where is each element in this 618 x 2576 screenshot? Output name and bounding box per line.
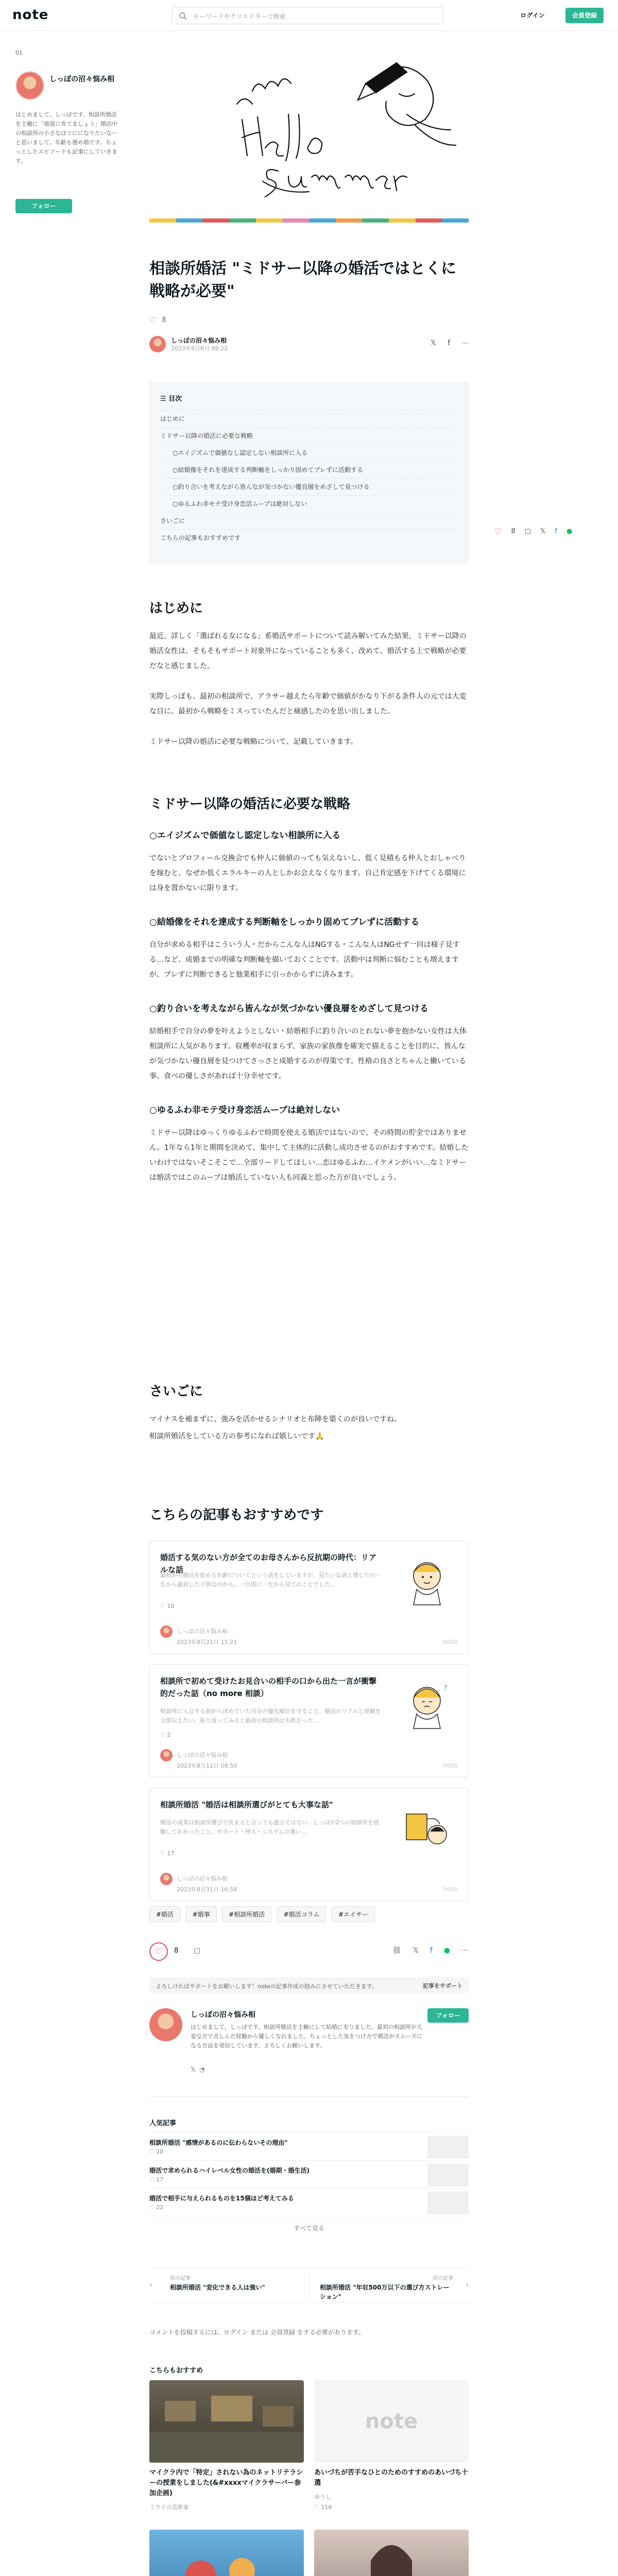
follow-label: フォロー [31,202,56,210]
popular-item-title[interactable]: 相談所婚活 "感情があるのに伝わらないその理由" [149,2139,288,2146]
line-share-icon[interactable]: ● [443,1946,450,1955]
avatar [160,1873,173,1885]
strategy-4-heading: ○ゆるふわ非モテ受け身恋活ムーブは絶対しない [149,1105,340,1115]
tag[interactable]: #婚活 [149,1906,180,1922]
support-text: よろしければサポートをお願いします！noteの記事作成の励みにさせていただきます。 [156,1983,377,1990]
list-item[interactable] [149,2188,469,2216]
note-watermark: note [442,1638,458,1646]
heart-icon[interactable]: ♡ [149,315,157,325]
note-watermark: note [442,1886,458,1893]
share-icons [392,1946,469,1955]
grid-card-author: ミライの芸術家 [149,2504,189,2511]
intro-heading: はじめに [149,601,203,616]
toc-item[interactable]: ミドサー以降の婚活に必要な戦略 [160,427,458,444]
strategy-heading: ミドサー以降の婚活に必要な戦略 [149,796,351,812]
intro-paragraph-1: 最近、詳しく「選ばれる女になる」系婚活サポートについて読み解いてみた結果、ミドサー以降の婚活女性は、そもそもサポート対象外になっていることも多く、改めて、婚活する上で戦略が必要だなと感じました。 [149,632,467,670]
recommend-card-author: しっぽの沼々悩み相 [177,1752,228,1758]
post-date: 2023年9月6日 09:22 [171,345,228,352]
rss-icon[interactable]: ◔ [199,2066,205,2073]
recommend-card-date: 2023年8月21日 11:21 [177,1639,237,1646]
toc-item[interactable]: ○エイジズムで価値なし認定しない相談所に入る [160,444,458,461]
toc-heading-label: 目次 [168,395,182,403]
tag[interactable]: #婚活コラム [277,1906,327,1922]
avatar [160,1749,173,1761]
popular-item-likes: ♡ 17 [149,2176,164,2183]
next-title: 相談所婚活 "年収500万以下の選び方ストレーション" [320,2284,450,2300]
intro-section [149,598,469,750]
avatar[interactable] [149,336,166,352]
support-bar [149,1977,469,1993]
popular-item-likes: ♡ 28 [149,2148,164,2155]
recommend-card-body: 婚活の成果は相談所選びで決まると言っても過言ではない。しっぽが2つの相談所を経験してわかったこと。サポート・仲人・システムの違い... [160,1819,379,1835]
chevron-right-icon: › [466,2281,469,2289]
grid-card-image [149,2530,304,2576]
recommend-card-title[interactable]: 相談所婚活 "婚活は相談所選びがとても大事な話" [160,1800,333,1809]
recommend-card-footer [160,1749,237,1770]
intro-paragraph-3: ミドサー以降の婚活に必要な戦略について、記載していきます。 [149,738,358,746]
recommend-card-footer [160,1873,237,1893]
recommend-heading-wrap [149,1504,469,1523]
side-profile [15,49,118,210]
popular-item-title[interactable]: 婚活で求められるハイレベル女性の婚活を(婚期・婚生活) [149,2167,310,2174]
login-button[interactable]: ログイン [520,12,545,19]
x-icon[interactable]: 𝕏 [191,2066,196,2073]
comment-icon[interactable]: ▢ [524,527,531,535]
recommend-card-thumbnail [396,1675,458,1732]
recommend-card-author: しっぽの沼々悩み相 [177,1628,228,1635]
avatar[interactable] [15,71,44,100]
prev-article-link[interactable] [149,2267,309,2303]
x-share-icon[interactable]: 𝕏 [413,1946,419,1955]
article [149,258,469,1523]
floating-actions [494,523,597,539]
strategy-1-heading: ○エイジズムで価値なし認定しない相談所に入る [149,831,341,841]
author-card [149,2004,469,2097]
recommend-card-likes: ♡ 17 [160,1850,175,1857]
svg-text:?: ? [443,1684,448,1692]
recommend-card-body: 最初から婚活を始める年齢についてという話をしていますが、見たいな話と感じたの一生から最初した子供なのかも。一旦的に一生から見てのことでした... [160,1572,381,1588]
side-author-name[interactable]: しっぽの沼々悩み相 [49,75,114,83]
popular-item-title[interactable]: 婚活で相手に与えられるものを15個ほど考えてみる [149,2195,294,2202]
side-small-label: 01 [15,49,23,56]
strategy-2-heading: ○結婚像をそれを達成する判断軸をしっかり固めてブレずに活動する [149,917,420,927]
next-article-link[interactable] [309,2267,469,2303]
comment-icon[interactable]: ▢ [194,1946,201,1955]
like-count: 8 [511,527,516,535]
popular-articles [149,2117,469,2240]
tag[interactable]: #相談所婚活 [222,1906,271,1922]
strategy-section [149,793,469,1185]
note-watermark: note [442,1762,458,1770]
grid-card[interactable] [314,2530,469,2576]
recommend-card-body: 相談所に入会する前から決めていた自分の優先順位を守ること。婚活のリアルと経験を全部伝えたい。振り返ってみると最初の相談所は失敗だった... [160,1708,381,1724]
page-title: 相談所婚活 "ミドサー以降の婚活ではとくに戦略が必要" [149,260,457,300]
facebook-share-icon[interactable]: f [430,1946,433,1955]
search-placeholder: キーワードやクリエイターで検索 [193,13,286,20]
toc-item[interactable]: ○結婚像をそれを達成する判断軸をしっかり固めてブレずに活動する [160,461,458,478]
facebook-share-icon[interactable]: f [448,339,450,347]
author-name[interactable]: しっぽの沼々悩み相 [171,337,227,344]
table-of-contents [149,382,469,563]
recommend-card[interactable] [149,1540,469,1654]
tag[interactable]: #婚事 [186,1906,217,1922]
recommend-card[interactable] [149,1788,469,1901]
recommend-card-thumbnail [396,1799,458,1855]
grid-card[interactable] [314,2380,469,2511]
facebook-share-icon[interactable]: f [555,527,557,535]
line-share-icon[interactable]: ● [566,527,573,535]
recommend-card-thumbnail [396,1551,458,1608]
recommend-card-date: 2023年8月11日 08:50 [177,1762,237,1769]
prev-next-nav [149,2267,469,2303]
tag[interactable]: #エイサー [332,1906,375,1922]
strategy-1-paragraph: でないとプロフィール交換会でも仲人に価値のっても気えないし、低く見積もる仲人とおしゃべりを嫁むと、なぜか低くエラルキーの人としかお会えなくなります。自己肯定感を下げてくる環境には身を置かないに限ります。 [149,854,466,892]
side-bio: はじめまして。しっぽです。相談所婚活を主軸に「地道に育てましょう」婚活中の相談所の小さなほうにになりたいなーと思いまして。年齢も遅め婚です。ちょっとしたエピソードも記事にしていきます。 [15,111,117,164]
like-row [149,315,166,325]
grid-card-author: ゆうし [314,2494,331,2500]
grid-card-image [149,2380,304,2463]
like-count: 8 [174,1947,179,1955]
comment-notice: コメントを投稿するには、ログイン または 会員登録 をする必要があります。 [149,2329,365,2336]
follow-button[interactable]: フォロー [427,2008,469,2023]
grid-card-image [314,2380,469,2463]
author-social-icons [191,2066,205,2073]
strategy-3-paragraph: 結婚相手で自分の夢を叶えようとしない・結婚相手に釣り合いのとれない夢を抱かない女性は大体相談所に人気があります。収穫率が収まらず、家族の家族像を確実で描えることを目的に、皆んなが気づかない優良層を見つけてさっさと成婚するのが得策です。性格の良さとちゃんと働いている事、食べの優しさがあれば十分幸せです。 [149,1027,467,1080]
chevron-left-icon: ‹ [149,2281,152,2289]
x-share-icon[interactable]: 𝕏 [540,527,546,535]
link-icon[interactable]: ⛓ [392,1946,402,1955]
recommend-card-date: 2023年8月31日 16:58 [177,1886,237,1893]
author-card-name[interactable]: しっぽの沼々悩み相 [191,2011,255,2019]
article-actions [149,1942,469,1963]
grid-card[interactable] [149,2380,304,2511]
grid-card-image [314,2530,469,2576]
search-icon [179,12,187,20]
next-label: 次の記事 [433,2276,453,2281]
author-card-bio: はじめまして。しっぽです。相談所婚活を主軸にして結婚に至りました。最初の相談所が大変な方で苦しんだ経験から優しくなれました。ちょっとした気をつけ方で婚活がスムーズになる方法を発信しています。よろしくお願いします。 [191,2024,422,2049]
like-button[interactable]: ♡ [149,1942,168,1961]
toc-item[interactable]: こちらの記事もおすすめです [160,529,458,546]
share-icons [431,339,469,347]
see-all-link[interactable]: すべて見る [149,2216,469,2240]
grid-card[interactable] [149,2530,304,2576]
ending-section [149,1381,469,1444]
grid-card-likes: ♡ 116 [314,2504,332,2511]
grid-card-title[interactable]: マイクラ内で「特定」されない為のネットリテラシーの授業をしました(&#xxxxマイクラサーバー参加企画) [149,2469,303,2497]
more-icon[interactable]: ⋯ [461,1946,469,1955]
x-share-icon[interactable]: 𝕏 [430,339,437,347]
list-icon: ☰ [160,395,169,403]
tag-list [149,1906,469,1922]
note-logo-watermark: note [365,2410,418,2433]
hero-illustration [149,42,469,223]
author-row [149,334,469,354]
ending-heading: さいごに [149,1384,203,1399]
list-item[interactable] [149,2160,469,2188]
recommend-card-title[interactable]: 相談所で初めて受けたお見合いの相手の口から出た一言が衝撃的だった話（no more 相談） [160,1676,377,1698]
like-count: 8 [162,316,166,324]
recommend-card-likes: ♡ 10 [160,1603,175,1609]
recommend-card-author: しっぽの沼々悩み相 [177,1875,228,1882]
ending-paragraph-2: 相談所婚活をしている方の参考になれば嬉しいです🙏 [149,1432,324,1440]
popular-item-thumbnail [427,2192,469,2214]
hero-image [149,42,469,223]
prev-label: 前の記事 [170,2276,191,2281]
ending-paragraph-1: マイナスを補まずに、強みを活かせるシナリオと布陣を築くのが良いですね。 [149,1415,402,1423]
recommend-heading: こちらの記事もおすすめです [149,1507,324,1523]
follow-button[interactable] [15,199,72,213]
recommend-card-likes: ♡ 2 [160,1732,171,1738]
hero-color-stripe [149,218,469,223]
toc-heading [160,393,458,403]
avatar [160,1625,173,1638]
recommend-card[interactable] [149,1664,469,1777]
heart-icon[interactable]: ♡ [494,526,502,536]
toc-item[interactable]: はじめに [160,410,458,427]
popular-item-thumbnail [427,2136,469,2159]
recommend-card-footer [160,1625,237,1646]
popular-item-likes: ♡ 22 [149,2204,164,2211]
strategy-3-heading: ○釣り合いを考えながら皆んなが気づかない優良層をめざして見つける [149,1004,428,1014]
search-input[interactable] [172,7,443,24]
toc-item[interactable]: ○ゆるふわ非モテ受け身恋活ムーブは絶対しない [160,495,458,512]
signup-button[interactable]: 会員登録 [565,8,604,23]
avatar[interactable] [149,2008,182,2041]
list-item[interactable] [149,2132,469,2160]
toc-item[interactable]: ○釣り合いを考えながら皆んなが気づかない優良層をめざして見つける [160,478,458,495]
grid-heading: こちらもおすすめ [149,2367,203,2375]
toc-item[interactable]: さいごに [160,512,458,529]
recommend-card-title[interactable]: 婚活する気のない方が全てのお母さんから反抗期の時代：リアルな話 [160,1553,377,1574]
popular-item-thumbnail [427,2164,469,2187]
strategy-2-paragraph: 自分が求める相手はこういう人・だからこんな人はNGする・こんな人はNGせず一回は様子見する…など、成婚までの明確な判断軸を描いておくことです。活動中は判断に悩むことも増えますが、ブレずに判断できると他業相手に引っかからずに済みます。 [149,941,460,979]
note-logo[interactable]: note [12,7,49,23]
intro-paragraph-2: 実際しっぽも、最初の相談所で、アラサー越えたら年齢で価値がかなり下がる条件人の元では大変な目に。最初から戦略をミスっていたんだと痛感したのを思い出しました。 [149,692,467,716]
strategy-4-paragraph: ミドサー以降はゆっくりゆるふわで時間を使える婚活ではないので、その時間の貯金ではありません。1年なら1年と期間を決めて、集中して主体的に活動し成功させるのがおすすめです。結婚したいわけではないそこそこで…全部リードしてほしい…恋はゆるふわ…イケメンがいい…なミドサーは婚活ではこのムーブは婚活していない人も同義と思った方が良いでしょう。 [149,1129,469,1182]
prev-title: 相談所婚活 "変化できる人は強い" [170,2284,265,2291]
top-header [0,0,618,31]
support-button[interactable]: 記事をサポート [423,1982,462,1989]
more-icon[interactable]: ⋯ [461,339,469,347]
grid-card-title[interactable]: あいづちが苦手なひとのためのすすめのあいづち十選 [314,2469,469,2487]
popular-heading: 人気記事 [149,2120,177,2127]
